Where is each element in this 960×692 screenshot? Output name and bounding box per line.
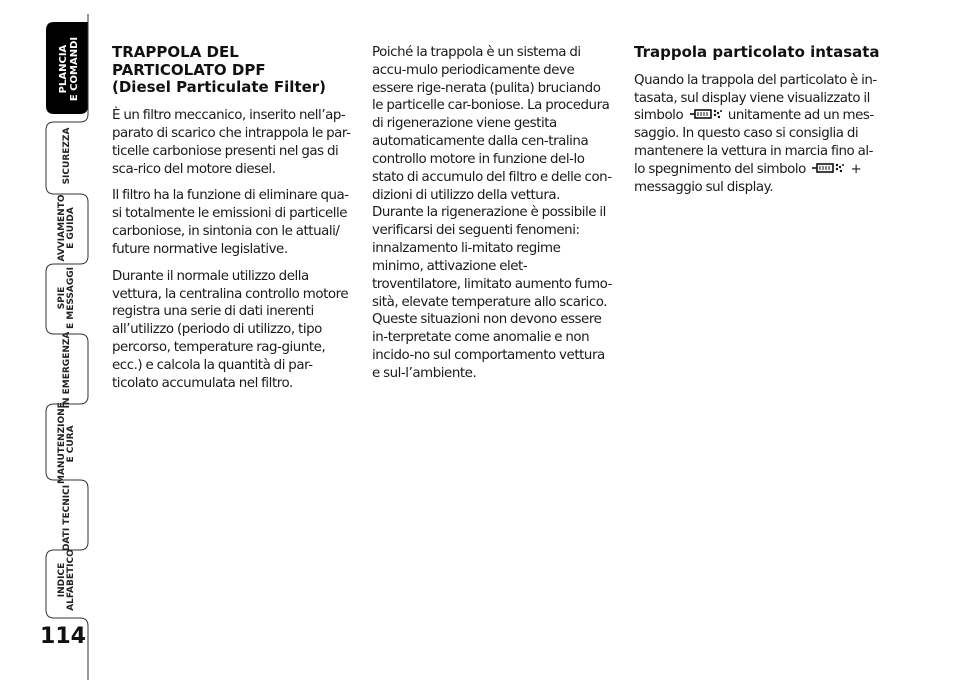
paragraph-dpf-usage: Durante il normale utilizzo della vettura, la centralina controllo motore registra una serie di dati inerenti all’utilizzo (periodo di utilizzo, tipo percorso, temperature rag-giunte, ecc.) e calcola la quantità di par-ticolato accumulata nel filtro. [112, 268, 349, 391]
paragraph-regeneration: Poiché la trappola è un sistema di accu-mulo periodicamente deve essere rige-nerata (pulita) bruciando le particelle car-boniose. La procedura di rigenerazione viene gestita automaticamente dalla cen-tralina controllo motore in funzione del-lo stato di accumulo del filtro e delle con-dizioni di utilizzo della vettura. Durante la rigenerazione è possibile il verificarsi dei seguenti fenomeni: innalzamento li-mitato regime minimo, attivazione elet-troventilatore, limitato aumento fumo-sità, elevate temperature allo scarico. Queste situazioni non devono essere in-terpretate come anomalie e non incido-no sul comportamento vettura e sul-l’ambiente. [372, 45, 613, 381]
dpf-filter-icon [811, 162, 845, 174]
column-3 [634, 44, 880, 205]
tab-plancia-e-comandi[interactable]: PLANCIA E COMANDI [58, 36, 80, 102]
tab-dati-tecnici[interactable]: DATI TECNICI [62, 484, 72, 552]
chapter-tabs-outline [0, 0, 100, 692]
tab-indice-alfabetico[interactable]: INDICE ALFABETICO [57, 549, 77, 611]
tab-manutenzione-e-cura[interactable]: MANUTENZIONE E CURA [57, 402, 77, 484]
paragraph-dpf-function: Il filtro ha la funzione di eliminare qua-si totalmente le emissioni di particelle carboniose, in sintonia con le attuali/ future normative legislative. [112, 188, 349, 257]
paragraph-filter-clogged [634, 72, 880, 197]
tab-spie-e-messaggi[interactable]: SPIE E MESSAGGI [57, 266, 77, 330]
column-1 [112, 44, 352, 401]
tab-avviamento-e-guida[interactable]: AVVIAMENTO E GUIDA [57, 194, 77, 262]
tab-sicurezza[interactable]: SICUREZZA [62, 127, 72, 185]
section-title: TRAPPOLA DEL PARTICOLATO DPF (Diesel Particulate Filter) [112, 43, 327, 97]
text-part-c: + messaggio sul display. [634, 161, 862, 195]
text-part-a: Quando la trappola del particolato è in-tasata, sul display viene visualizzato il simbolo [634, 72, 877, 124]
text-part-b: unitamente ad un mes-saggio. In questo caso si consiglia di mantenere la vettura in marcia fino al-lo spegnimento del simbolo [634, 108, 874, 177]
dpf-filter-icon [689, 108, 723, 120]
column-2 [372, 44, 614, 392]
paragraph-dpf-intro: È un filtro meccanico, inserito nell’ap-parato di scarico che intrappola le par-ticelle carboniose presenti nel gas di sca-rico del motore diesel. [112, 108, 351, 177]
page-number: 114 [40, 624, 86, 649]
tab-in-emergenza[interactable]: IN EMERGENZA [62, 331, 72, 409]
subsection-title: Trappola particolato intasata [634, 43, 880, 61]
chapter-sidebar [0, 0, 100, 692]
